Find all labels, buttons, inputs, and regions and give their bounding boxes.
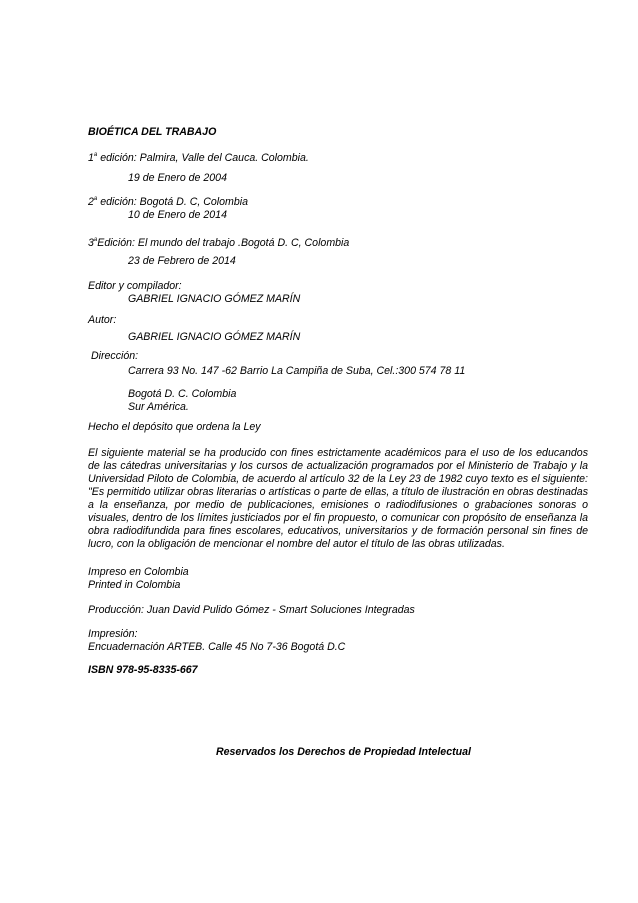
printing-block (88, 628, 588, 654)
printed-en: Printed in Colombia (88, 579, 181, 591)
editor-label: Editor y compilador: (88, 280, 182, 292)
edition-3-date: 23 de Febrero de 2014 (128, 255, 236, 267)
address-line: Carrera 93 No. 147 -62 Barrio La Campiña de Suba, Cel.:300 574 78 11 (128, 365, 466, 377)
edition-3 (88, 237, 588, 268)
address-label: Dirección: (91, 350, 139, 362)
isbn: ISBN 978-95-8335-667 (88, 664, 198, 676)
editor-block (88, 280, 588, 306)
edition-1 (88, 152, 588, 185)
author-label: Autor: (88, 314, 117, 326)
author-block (88, 314, 588, 344)
edition-3-line: 3$^a$Edición: El mundo del trabajo .Bogotá D. C, Colombia (88, 237, 350, 249)
printing-text: Encuadernación ARTEB. Calle 45 No 7-36 Bogotá D.C (88, 641, 346, 653)
edition-2-line: 2$^a$ edición: Bogotá D. C, Colombia (88, 196, 248, 208)
editor-name: GABRIEL IGNACIO GÓMEZ MARÍN (128, 293, 301, 305)
address-block (88, 350, 588, 414)
author-name: GABRIEL IGNACIO GÓMEZ MARÍN (128, 331, 301, 343)
printing-label: Impresión: (88, 628, 138, 640)
usage-notice: El siguiente material se ha producido con fines estrictamente académicos para el uso de los educandos de las cátedras universitarias y los cursos de actualización programados por el Ministerio de Trabajo y la Universidad Piloto de Colombia, de acuerdo al artículo 32 de la Ley 23 de 1982 cuyo texto es el siguiente: "Es permitido utilizar obras literarias o artísticas o parte de ellas, a título de ilustración en obras destinadas a la enseñanza, por medio de publicaciones, emisiones o radiodifusiones o grabaciones sonoras o visuales, dentro de los límites justiciados por el fin propuesto, o comunicar con propósito de enseñanza la obra radiodifundida para fines escolares, educativos, universitarios y de formación personal sin fines de lucro, con la obligación de mencionar el nombre del autor el título de las obras utilizadas. (88, 447, 588, 550)
rights-notice: Reservados los Derechos de Propiedad Intelectual (216, 746, 471, 758)
legal-deposit: Hecho el depósito que ordena la Ley (88, 421, 261, 433)
address-region: Sur América. (128, 401, 189, 413)
production-credit: Producción: Juan David Pulido Gómez - Smart Soluciones Integradas (88, 604, 415, 616)
edition-1-date: 19 de Enero de 2004 (128, 172, 227, 184)
edition-1-line: 1$^a$ edición: Palmira, Valle del Cauca. Colombia. (88, 152, 309, 164)
printed-es: Impreso en Colombia (88, 566, 189, 578)
address-city: Bogotá D. C. Colombia (128, 388, 237, 400)
book-title: BIOÉTICA DEL TRABAJO (88, 126, 217, 138)
edition-2 (88, 196, 588, 222)
printed-block (88, 566, 588, 592)
edition-2-date: 10 de Enero de 2014 (128, 209, 227, 221)
